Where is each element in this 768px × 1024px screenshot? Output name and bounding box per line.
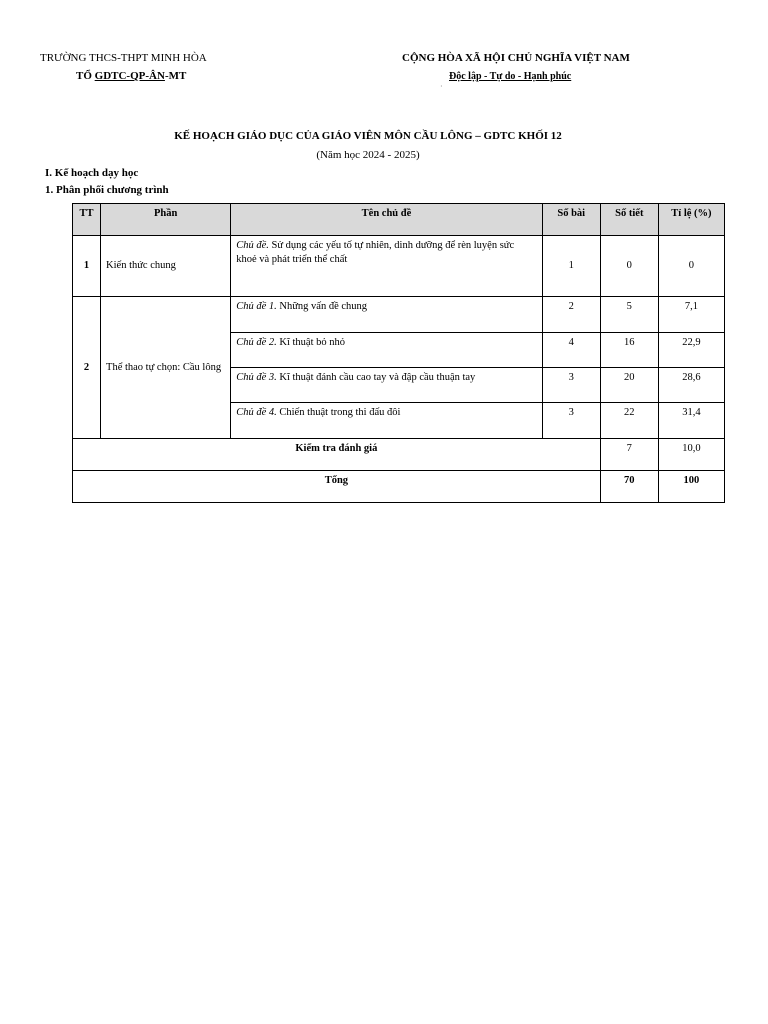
assessment-label: Kiểm tra đánh giá: [73, 439, 601, 471]
department-suffix: -MT: [164, 70, 187, 82]
table-row: [73, 236, 725, 297]
row-lessons: 2: [542, 297, 600, 333]
row-lessons: 1: [542, 236, 600, 297]
row-ratio: 22,9: [658, 333, 724, 368]
topic-label: Chủ đề 3.: [236, 372, 277, 383]
header-periods: Số tiết: [600, 204, 658, 236]
section-heading: I. Kế hoạch dạy học: [45, 167, 139, 179]
department-code: GDTC-QP-ÂN: [94, 70, 165, 82]
row-topic: [231, 236, 542, 297]
curriculum-table: [72, 203, 725, 503]
topic-text: Sử dụng các yếu tố tự nhiên, dinh dưỡng để rèn luyện sức khoẻ và phát triển thể chất: [236, 240, 515, 265]
row-periods: 16: [600, 333, 658, 368]
national-title: CỘNG HÒA XÃ HỘI CHỦ NGHĨA VIỆT NAM: [402, 52, 630, 64]
row-periods: 5: [600, 297, 658, 333]
topic-text: Những vấn đề chung: [276, 301, 368, 312]
header-part: Phần: [101, 204, 231, 236]
row-ratio: 31,4: [658, 403, 724, 439]
row-topic: [231, 403, 542, 439]
header-ratio: Tỉ lệ (%): [658, 204, 724, 236]
table-row: [73, 297, 725, 333]
subsection-heading: 1. Phân phối chương trình: [45, 184, 169, 196]
row-topic: [231, 297, 542, 333]
document-title: KẾ HOẠCH GIÁO DỤC CỦA GIÁO VIÊN MÔN CẦU LÔNG – GDTC KHỐI 12: [174, 130, 562, 142]
total-label: Tổng: [73, 471, 601, 503]
row-ratio: 0: [658, 236, 724, 297]
total-periods: 70: [600, 471, 658, 503]
header-topic: Tên chủ đề: [231, 204, 542, 236]
row-lessons: 3: [542, 403, 600, 439]
row-topic: [231, 333, 542, 368]
topic-label: Chủ đề.: [236, 240, 269, 251]
header-tt: TT: [73, 204, 101, 236]
row-periods: 0: [600, 236, 658, 297]
row-lessons: 4: [542, 333, 600, 368]
decorative-dot: ·: [440, 82, 443, 91]
school-name: TRƯỜNG THCS-THPT MINH HÒA: [40, 52, 207, 64]
topic-label: Chủ đề 1.: [236, 301, 277, 312]
topic-text: Kĩ thuật đánh cầu cao tay và đập cầu thuận tay: [276, 372, 476, 383]
topic-text: Chiến thuật trong thi đấu đôi: [276, 407, 401, 418]
row-lessons: 3: [542, 368, 600, 403]
assessment-ratio: 10,0: [658, 439, 724, 471]
total-row: [73, 471, 725, 503]
row-ratio: 28,6: [658, 368, 724, 403]
row-tt: 1: [73, 236, 101, 297]
row-tt: 2: [73, 297, 101, 439]
topic-label: Chủ đề 2.: [236, 337, 277, 348]
row-periods: 22: [600, 403, 658, 439]
assessment-periods: 7: [600, 439, 658, 471]
department-prefix: TỔ: [76, 70, 95, 82]
department-name: [76, 70, 186, 82]
row-part: Thể thao tự chọn: Cầu lông: [101, 297, 231, 439]
school-year: (Năm học 2024 - 2025): [316, 149, 420, 161]
topic-label: Chủ đề 4.: [236, 407, 277, 418]
topic-text: Kĩ thuật bỏ nhỏ: [276, 337, 346, 348]
table-header-row: [73, 204, 725, 236]
assessment-row: [73, 439, 725, 471]
total-ratio: 100: [658, 471, 724, 503]
row-part: Kiến thức chung: [101, 236, 231, 297]
national-motto: Độc lập - Tự do - Hạnh phúc: [449, 71, 572, 82]
row-ratio: 7,1: [658, 297, 724, 333]
row-topic: [231, 368, 542, 403]
header-lessons: Số bài: [542, 204, 600, 236]
row-periods: 20: [600, 368, 658, 403]
